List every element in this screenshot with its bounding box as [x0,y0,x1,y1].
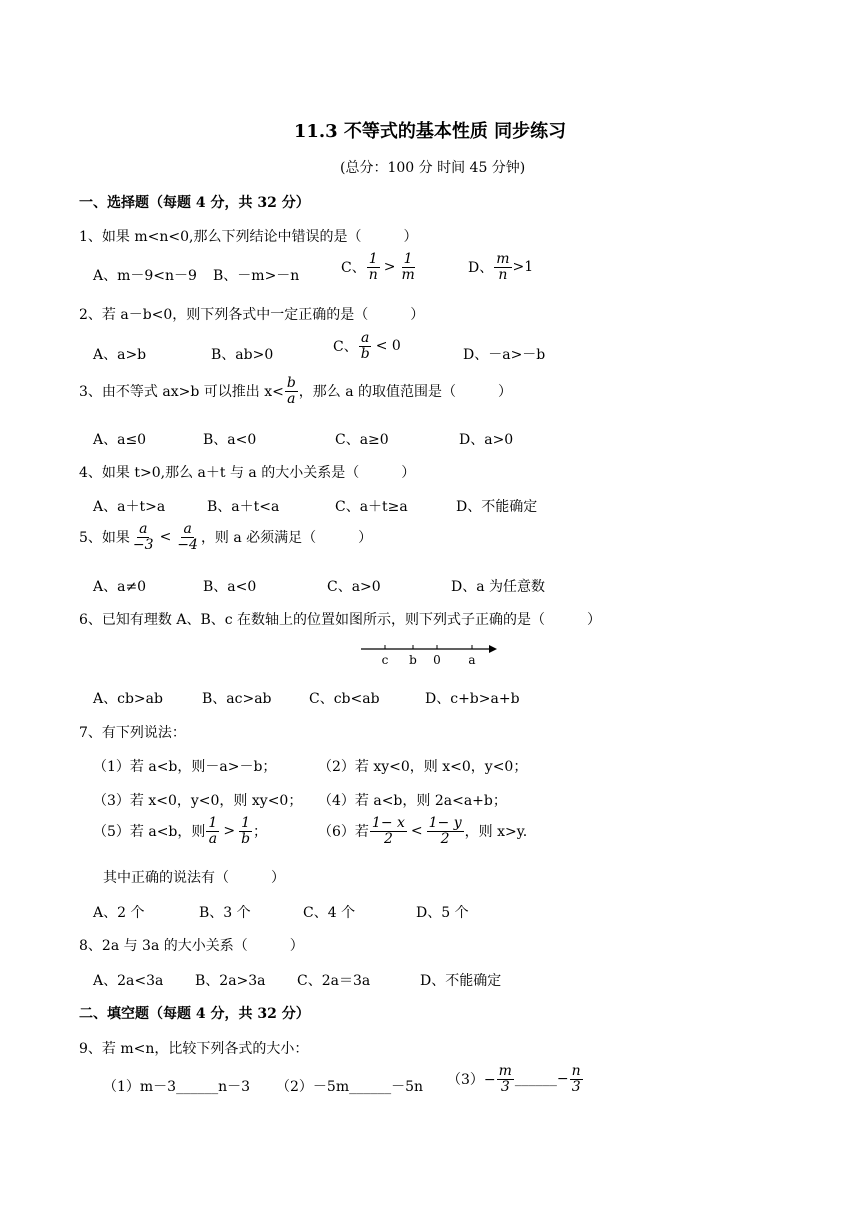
section-heading-choice: 一、选择题（每题 4 分，共 32 分） [79,195,310,211]
q5-option-a: A、a≠0 [93,579,147,595]
q7-stem: 7、有下列说法： [79,725,186,741]
q9-p3-fraction-2: $\frac{n}{3}$ [571,1063,581,1095]
q9-part-1: （1）m－3______n－3 [103,1079,251,1095]
axis-label-zero: 0 [433,653,441,667]
q7-s5-fraction-1: $\frac{1}{a}$ [208,815,218,847]
q7-statement-4: （4）若 a<b，则 2a<a+b； [318,793,507,809]
q6-option-a: A、cb>ab [93,691,163,707]
q7-option-b: B、3 个 [199,905,251,921]
q4-option-b: B、a＋t<a [207,499,280,515]
q9-part-3: （3）− $\frac{m}{3}$ ______− $\frac{n}{3}$ [447,1063,581,1095]
q7-option-c: C、4 个 [303,905,356,921]
q5-stem: 5、如果 $\frac{a}{-3}$ < $\frac{a}{-4}$ ，则 a 必须满足（ ） [79,521,373,553]
q7-statement-1: （1）若 a<b，则－a>－b； [93,759,277,775]
section-heading-fill: 二、填空题（每题 4 分，共 32 分） [79,1006,310,1022]
q2-option-b: B、ab>0 [211,347,274,363]
axis-label-c: c [381,653,389,667]
q3-option-c: C、a≥0 [335,432,389,448]
number-line-diagram [355,640,505,670]
q7-option-a: A、2 个 [93,905,145,921]
q4-option-d: D、不能确定 [456,499,538,515]
q8-stem: 8、2a 与 3a 的大小关系（ ） [79,938,304,954]
q7-s6-fraction-1: $\frac{1- x}{2}$ [371,815,405,847]
q2-option-c: C、 $\frac{a}{b}$ < 0 [333,330,401,362]
q6-option-c: C、cb<ab [309,691,380,707]
axis-label-a: a [468,653,476,667]
q8-option-c: C、2a＝3a [297,973,371,989]
q1-stem: 1、如果 m<n<0,那么下列结论中错误的是（ ） [79,229,418,245]
q6-option-b: B、ac>ab [202,691,272,707]
q8-option-d: D、不能确定 [420,973,502,989]
q4-option-a: A、a＋t>a [93,499,166,515]
q5-option-b: B、a<0 [203,579,257,595]
q7-statement-2: （2）若 xy<0，则 x<0，y<0； [318,759,528,775]
q1-option-a: A、m－9<n－9 [93,268,197,284]
q5-option-d: D、a 为任意数 [451,579,546,595]
q2-option-d: D、－a>－b [463,347,546,363]
q6-option-d: D、c+b>a+b [425,691,520,707]
q3-option-a: A、a≤0 [93,432,147,448]
q1-c-fraction-1: $\frac{1}{n}$ [368,251,378,283]
q2-c-fraction: $\frac{a}{b}$ [360,330,370,362]
q3-option-d: D、a>0 [459,432,514,448]
q1-d-fraction: $\frac{m}{n}$ [496,251,510,283]
q1-option-b: B、－m>－n [213,268,300,284]
q2-stem: 2、若 a－b<0，则下列各式中一定正确的是（ ） [79,307,425,323]
page-title: 11.3 不等式的基本性质 同步练习 [293,121,567,142]
q1-c-fraction-2: $\frac{1}{m}$ [401,251,415,283]
q7-option-d: D、5 个 [416,905,469,921]
q7-statement-6: （6）若 $\frac{1- x}{2}$ < $\frac{1- y}{2}$ ，则 x>y. [318,815,528,847]
q8-option-b: B、2a>3a [195,973,266,989]
q3-fraction: $\frac{b}{a}$ [286,375,296,407]
q7-statement-3: （3）若 x<0，y<0，则 xy<0； [93,793,303,809]
q3-option-b: B、a<0 [203,432,257,448]
q8-option-a: A、2a<3a [93,973,164,989]
number-line-arrow-icon [489,645,497,653]
q7-statement-5: （5）若 a<b，则 $\frac{1}{a}$ > $\frac{1}{b}$ ； [93,815,268,847]
q7-tail: 其中正确的说法有（ ） [103,870,285,886]
q1-option-d: D、 $\frac{m}{n}$ >1 [468,251,534,283]
q1-option-c: C、 $\frac{1}{n}$ > $\frac{1}{m}$ [341,251,415,283]
page-subtitle: (总分：100 分 时间 45 分钟) [340,160,526,176]
q2-option-a: A、a>b [93,347,147,363]
q7-s6-fraction-2: $\frac{1- y}{2}$ [428,815,462,847]
q6-stem: 6、已知有理数 A、B、c 在数轴上的位置如图所示，则下列式子正确的是（ ） [79,612,602,628]
q4-option-c: C、a＋t≥a [335,499,408,515]
q9-part-2: （2）－5m______－5n [276,1079,424,1095]
q4-stem: 4、如果 t>0,那么 a＋t 与 a 的大小关系是（ ） [79,465,416,481]
q3-stem: 3、由不等式 ax>b 可以推出 x< $\frac{b}{a}$ ，那么 a 的取值范围是（ ） [79,375,513,407]
axis-label-b: b [409,653,417,667]
q9-p3-fraction-1: $\frac{m}{3}$ [498,1063,512,1095]
q1-option-c-label: C、 [341,260,366,277]
q7-s5-fraction-2: $\frac{1}{b}$ [241,815,251,847]
q9-stem: 9、若 m<n，比较下列各式的大小： [79,1041,309,1057]
q5-fraction-2: $\frac{a}{-4}$ [177,521,198,553]
q5-option-c: C、a>0 [327,579,381,595]
q5-fraction-1: $\frac{a}{-3}$ [132,521,154,553]
